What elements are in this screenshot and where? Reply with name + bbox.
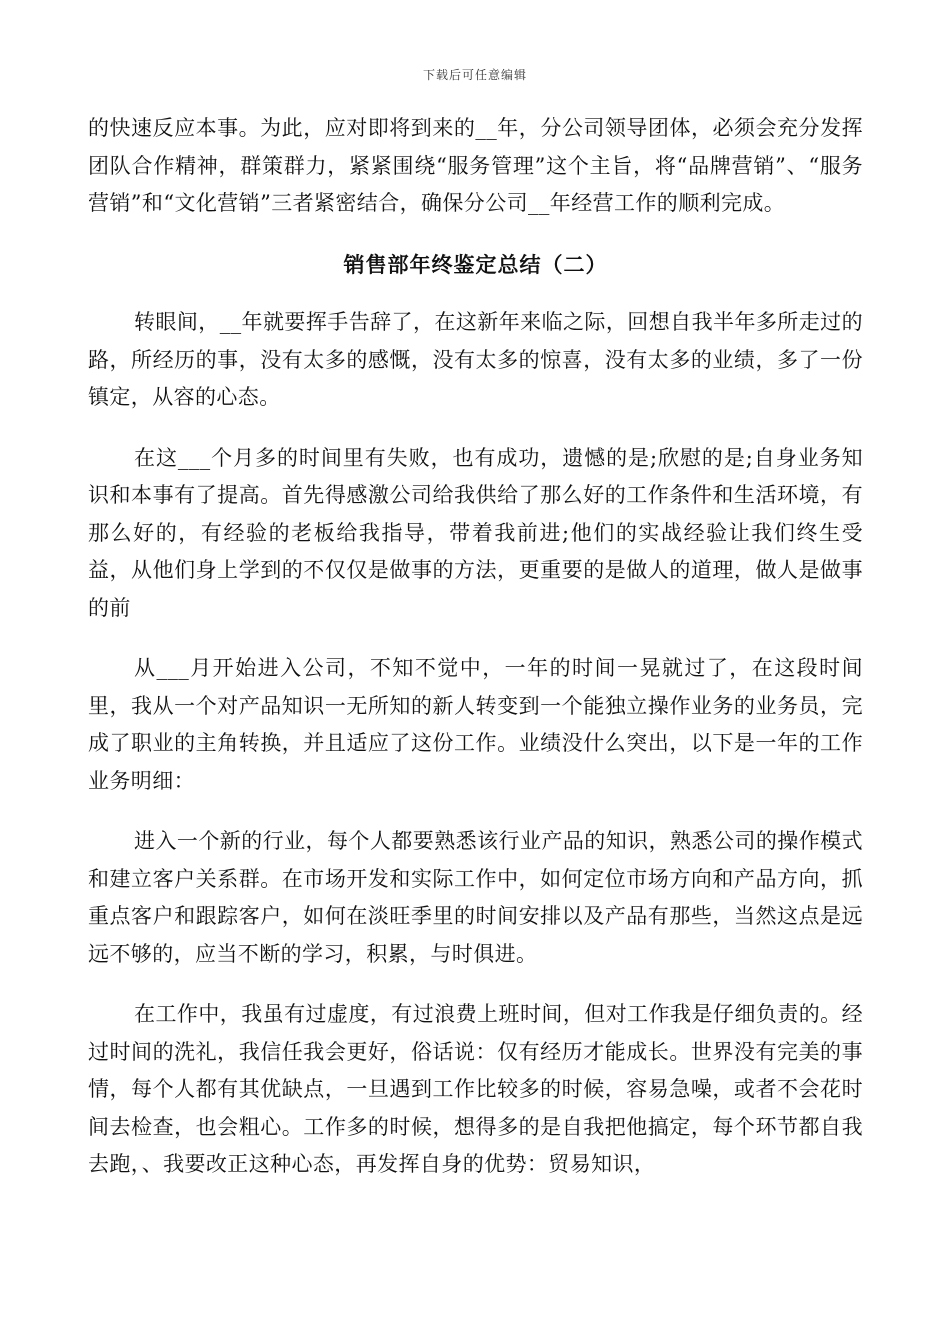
page-header: 下载后可任意编辑 [422, 68, 527, 82]
section-title: 销售部年终鉴定总结（二） [343, 251, 608, 277]
paragraph-continued: 的快速反应本事。为此，应对即将到来的__年，分公司领导团体，必须会充分发挥团队合作精神，群策群力，紧紧围绕“服务管理”这个主旨，将“品牌营销”、“服务营销”和“文化营销”三者紧密结合，确保分公司__年经营工作的顺利完成。 [88, 116, 863, 215]
paragraph: 在工作中，我虽有过虚度，有过浪费上班时间，但对工作我是仔细负责的。经过时间的洗礼，我信任我会更好，俗话说：仅有经历才能成长。世界没有完美的事情，每个人都有其优缺点，一旦遇到工作比较多的时候，容易急噪，或者不会花时间去检查，也会粗心。工作多的时候，想得多的是自我把他搞定，每个环节都自我去跑，、我要改正这种心态，再发挥自身的优势：贸易知识， [88, 1002, 863, 1176]
paragraph: 进入一个新的行业，每个人都要熟悉该行业产品的知识，熟悉公司的操作模式和建立客户关系群。在市场开发和实际工作中，如何定位市场方向和产品方向，抓重点客户和跟踪客户，如何在淡旺季里的时间安排以及产品有那些，当然这点是远远不够的，应当不断的学习，积累，与时俱进。 [88, 829, 863, 966]
paragraph: 转眼间，__年就要挥手告辞了，在这新年来临之际，回想自我半年多所走过的路，所经历的事，没有太多的感慨，没有太多的惊喜，没有太多的业绩，多了一份镇定，从容的心态。 [88, 310, 863, 409]
paragraph: 从___月开始进入公司，不知不觉中，一年的时间一晃就过了，在这段时间里，我从一个对产品知识一无所知的新人转变到一个能独立操作业务的业务员，完成了职业的主角转换，并且适应了这份工作。业绩没什么突出，以下是一年的工作业务明细： [88, 656, 863, 793]
paragraph: 在这___个月多的时间里有失败，也有成功，遗憾的是;欣慰的是;自身业务知识和本事有了提高。首先得感激公司给我供给了那么好的工作条件和生活环境，有那么好的，有经验的老板给我指导，带着我前进;他们的实战经验让我们终生受益，从他们身上学到的不仅仅是做事的方法，更重要的是做人的道理，做人是做事的前 [88, 445, 863, 620]
document-body [88, 110, 863, 1207]
